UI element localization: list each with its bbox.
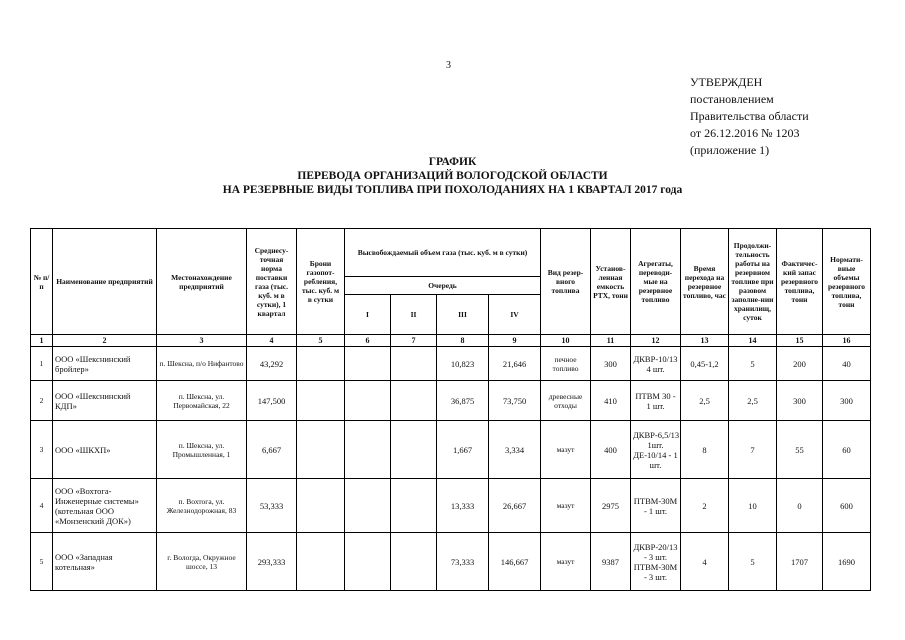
cell-norm-volume: 300 bbox=[823, 381, 871, 421]
cell-duration: 2,5 bbox=[729, 381, 777, 421]
cell-fuel: древесные отходы bbox=[541, 381, 591, 421]
title-line: ПЕРЕВОДА ОРГАНИЗАЦИЙ ВОЛОГОДСКОЙ ОБЛАСТИ bbox=[297, 170, 608, 182]
cell-name: ООО «Западная котельная» bbox=[53, 533, 157, 591]
header-duration: Продолжи-тельность работы на резервном топливе при разовом заполне-нии хранилищ, суток bbox=[729, 229, 777, 335]
title-line: ГРАФИК bbox=[428, 156, 477, 168]
header-num: № п/п bbox=[31, 229, 53, 335]
cell-q2 bbox=[391, 533, 437, 591]
cell-aggregates: ДКВР-6,5/13 1шт. ДЕ-10/14 - 1 шт. bbox=[631, 421, 681, 479]
column-number: 11 bbox=[591, 335, 631, 347]
header-avg-norm: Среднесу-точная норма поставки газа (тыс. куб. м в сутки), 1 квартал bbox=[247, 229, 297, 335]
column-number: 2 bbox=[53, 335, 157, 347]
cell-aggregates: ПТВМ-30М - 1 шт. bbox=[631, 479, 681, 533]
cell-q1 bbox=[345, 381, 391, 421]
cell-norm: 6,667 bbox=[247, 421, 297, 479]
column-number: 5 bbox=[297, 335, 345, 347]
column-number: 15 bbox=[777, 335, 823, 347]
cell-capacity: 2975 bbox=[591, 479, 631, 533]
column-number: 3 bbox=[157, 335, 247, 347]
document-title bbox=[0, 155, 905, 197]
header-location: Местонахождение предприятий bbox=[157, 229, 247, 335]
table-row bbox=[31, 347, 871, 381]
cell-reserve bbox=[297, 347, 345, 381]
header-reserve: Брони газопот-ребления, тыс. куб. м в сутки bbox=[297, 229, 345, 335]
cell-reserve bbox=[297, 533, 345, 591]
column-number: 14 bbox=[729, 335, 777, 347]
approval-date-line: от 26.12.2016 № 1203 bbox=[690, 126, 800, 140]
approval-line: (приложение 1) bbox=[690, 143, 770, 157]
cell-num: 5 bbox=[31, 533, 53, 591]
cell-norm: 293,333 bbox=[247, 533, 297, 591]
cell-time: 0,45-1,2 bbox=[681, 347, 729, 381]
approval-stamp bbox=[690, 74, 809, 159]
table-row bbox=[31, 533, 871, 591]
cell-norm: 43,292 bbox=[247, 347, 297, 381]
table-row bbox=[31, 479, 871, 533]
cell-name: ООО «Шекснинский КДП» bbox=[53, 381, 157, 421]
cell-q4: 73,750 bbox=[489, 381, 541, 421]
cell-location: п. Шексна, ул. Первомайская, 22 bbox=[157, 381, 247, 421]
cell-location: п. Шексна, ул. Промышленная, 1 bbox=[157, 421, 247, 479]
cell-location: г. Вологда, Окружное шоссе, 13 bbox=[157, 533, 247, 591]
header-queue-3: III bbox=[437, 295, 489, 335]
header-freed-volume: Высвобождаемый объем газа (тыс. куб. м в сутки) bbox=[345, 229, 541, 277]
cell-num: 3 bbox=[31, 421, 53, 479]
cell-q1 bbox=[345, 533, 391, 591]
cell-actual: 1707 bbox=[777, 533, 823, 591]
cell-q4: 21,646 bbox=[489, 347, 541, 381]
header-queue-1: I bbox=[345, 295, 391, 335]
column-number: 7 bbox=[391, 335, 437, 347]
cell-q2 bbox=[391, 421, 437, 479]
cell-norm-volume: 1690 bbox=[823, 533, 871, 591]
cell-name: ООО «Вохтога-Инженерные системы» (котельная ООО «Монзенский ДОК») bbox=[53, 479, 157, 533]
cell-num: 1 bbox=[31, 347, 53, 381]
cell-q3: 1,667 bbox=[437, 421, 489, 479]
cell-norm-volume: 600 bbox=[823, 479, 871, 533]
cell-q1 bbox=[345, 479, 391, 533]
approval-line: Правительства области bbox=[690, 109, 809, 123]
header-queue-4: IV bbox=[489, 295, 541, 335]
cell-duration: 5 bbox=[729, 347, 777, 381]
cell-reserve bbox=[297, 381, 345, 421]
cell-q4: 26,667 bbox=[489, 479, 541, 533]
header-queue-2: II bbox=[391, 295, 437, 335]
cell-fuel: мазут bbox=[541, 533, 591, 591]
cell-fuel: мазут bbox=[541, 421, 591, 479]
cell-capacity: 400 bbox=[591, 421, 631, 479]
cell-q4: 146,667 bbox=[489, 533, 541, 591]
column-number: 4 bbox=[247, 335, 297, 347]
cell-norm: 147,500 bbox=[247, 381, 297, 421]
header-queue: Очередь bbox=[345, 277, 541, 295]
approval-line: УТВЕРЖДЕН bbox=[690, 75, 763, 89]
cell-q1 bbox=[345, 421, 391, 479]
schedule-table bbox=[30, 228, 871, 591]
header-name: Наименование предприятий bbox=[53, 229, 157, 335]
cell-name: ООО «ШКХП» bbox=[53, 421, 157, 479]
header-capacity: Установ-ленная емкость РТХ, тонн bbox=[591, 229, 631, 335]
cell-location: п. Вохтога, ул. Железнодорожная, 83 bbox=[157, 479, 247, 533]
cell-norm-volume: 40 bbox=[823, 347, 871, 381]
cell-norm: 53,333 bbox=[247, 479, 297, 533]
column-number: 6 bbox=[345, 335, 391, 347]
cell-q3: 36,875 bbox=[437, 381, 489, 421]
cell-aggregates: ПТВМ 30 - 1 шт. bbox=[631, 381, 681, 421]
cell-actual: 0 bbox=[777, 479, 823, 533]
cell-duration: 5 bbox=[729, 533, 777, 591]
cell-duration: 7 bbox=[729, 421, 777, 479]
cell-capacity: 300 bbox=[591, 347, 631, 381]
table-row bbox=[31, 381, 871, 421]
page-number: 3 bbox=[446, 60, 451, 71]
header-switch-time: Время перехода на резервное топливо, час bbox=[681, 229, 729, 335]
cell-actual: 300 bbox=[777, 381, 823, 421]
header-norm-volume: Нормати-вные объемы резервного топлива, тонн bbox=[823, 229, 871, 335]
header-aggregates: Агрегаты, переводи-мые на резервное топливо bbox=[631, 229, 681, 335]
title-line: НА РЕЗЕРВНЫЕ ВИДЫ ТОПЛИВА ПРИ ПОХОЛОДАНИЯХ НА 1 КВАРТАЛ 2017 года bbox=[222, 184, 683, 196]
column-number: 12 bbox=[631, 335, 681, 347]
cell-q3: 73,333 bbox=[437, 533, 489, 591]
cell-q1 bbox=[345, 347, 391, 381]
header-fuel-type: Вид резер-вного топлива bbox=[541, 229, 591, 335]
cell-fuel: мазут bbox=[541, 479, 591, 533]
cell-capacity: 410 bbox=[591, 381, 631, 421]
cell-time: 2 bbox=[681, 479, 729, 533]
cell-aggregates: ДКВР-20/13 - 3 шт. ПТВМ-30М - 3 шт. bbox=[631, 533, 681, 591]
cell-q4: 3,334 bbox=[489, 421, 541, 479]
cell-actual: 55 bbox=[777, 421, 823, 479]
cell-reserve bbox=[297, 421, 345, 479]
cell-q3: 10,823 bbox=[437, 347, 489, 381]
cell-fuel: печное топливо bbox=[541, 347, 591, 381]
cell-actual: 200 bbox=[777, 347, 823, 381]
cell-q3: 13,333 bbox=[437, 479, 489, 533]
cell-time: 4 bbox=[681, 533, 729, 591]
table-row bbox=[31, 421, 871, 479]
column-number: 16 bbox=[823, 335, 871, 347]
cell-q2 bbox=[391, 347, 437, 381]
cell-location: п. Шексна, п/о Нифантово bbox=[157, 347, 247, 381]
column-number: 8 bbox=[437, 335, 489, 347]
cell-time: 8 bbox=[681, 421, 729, 479]
cell-aggregates: ДКВР-10/13 4 шт. bbox=[631, 347, 681, 381]
column-number: 9 bbox=[489, 335, 541, 347]
column-number: 13 bbox=[681, 335, 729, 347]
cell-norm-volume: 60 bbox=[823, 421, 871, 479]
approval-line: постановлением bbox=[690, 92, 774, 106]
column-number: 10 bbox=[541, 335, 591, 347]
cell-capacity: 9387 bbox=[591, 533, 631, 591]
cell-name: ООО «Шекснинский бройлер» bbox=[53, 347, 157, 381]
cell-q2 bbox=[391, 479, 437, 533]
cell-duration: 10 bbox=[729, 479, 777, 533]
cell-time: 2,5 bbox=[681, 381, 729, 421]
header-actual-stock: Фактичес-кий запас резервного топлива, тонн bbox=[777, 229, 823, 335]
column-number: 1 bbox=[31, 335, 53, 347]
cell-num: 2 bbox=[31, 381, 53, 421]
cell-q2 bbox=[391, 381, 437, 421]
cell-num: 4 bbox=[31, 479, 53, 533]
cell-reserve bbox=[297, 479, 345, 533]
